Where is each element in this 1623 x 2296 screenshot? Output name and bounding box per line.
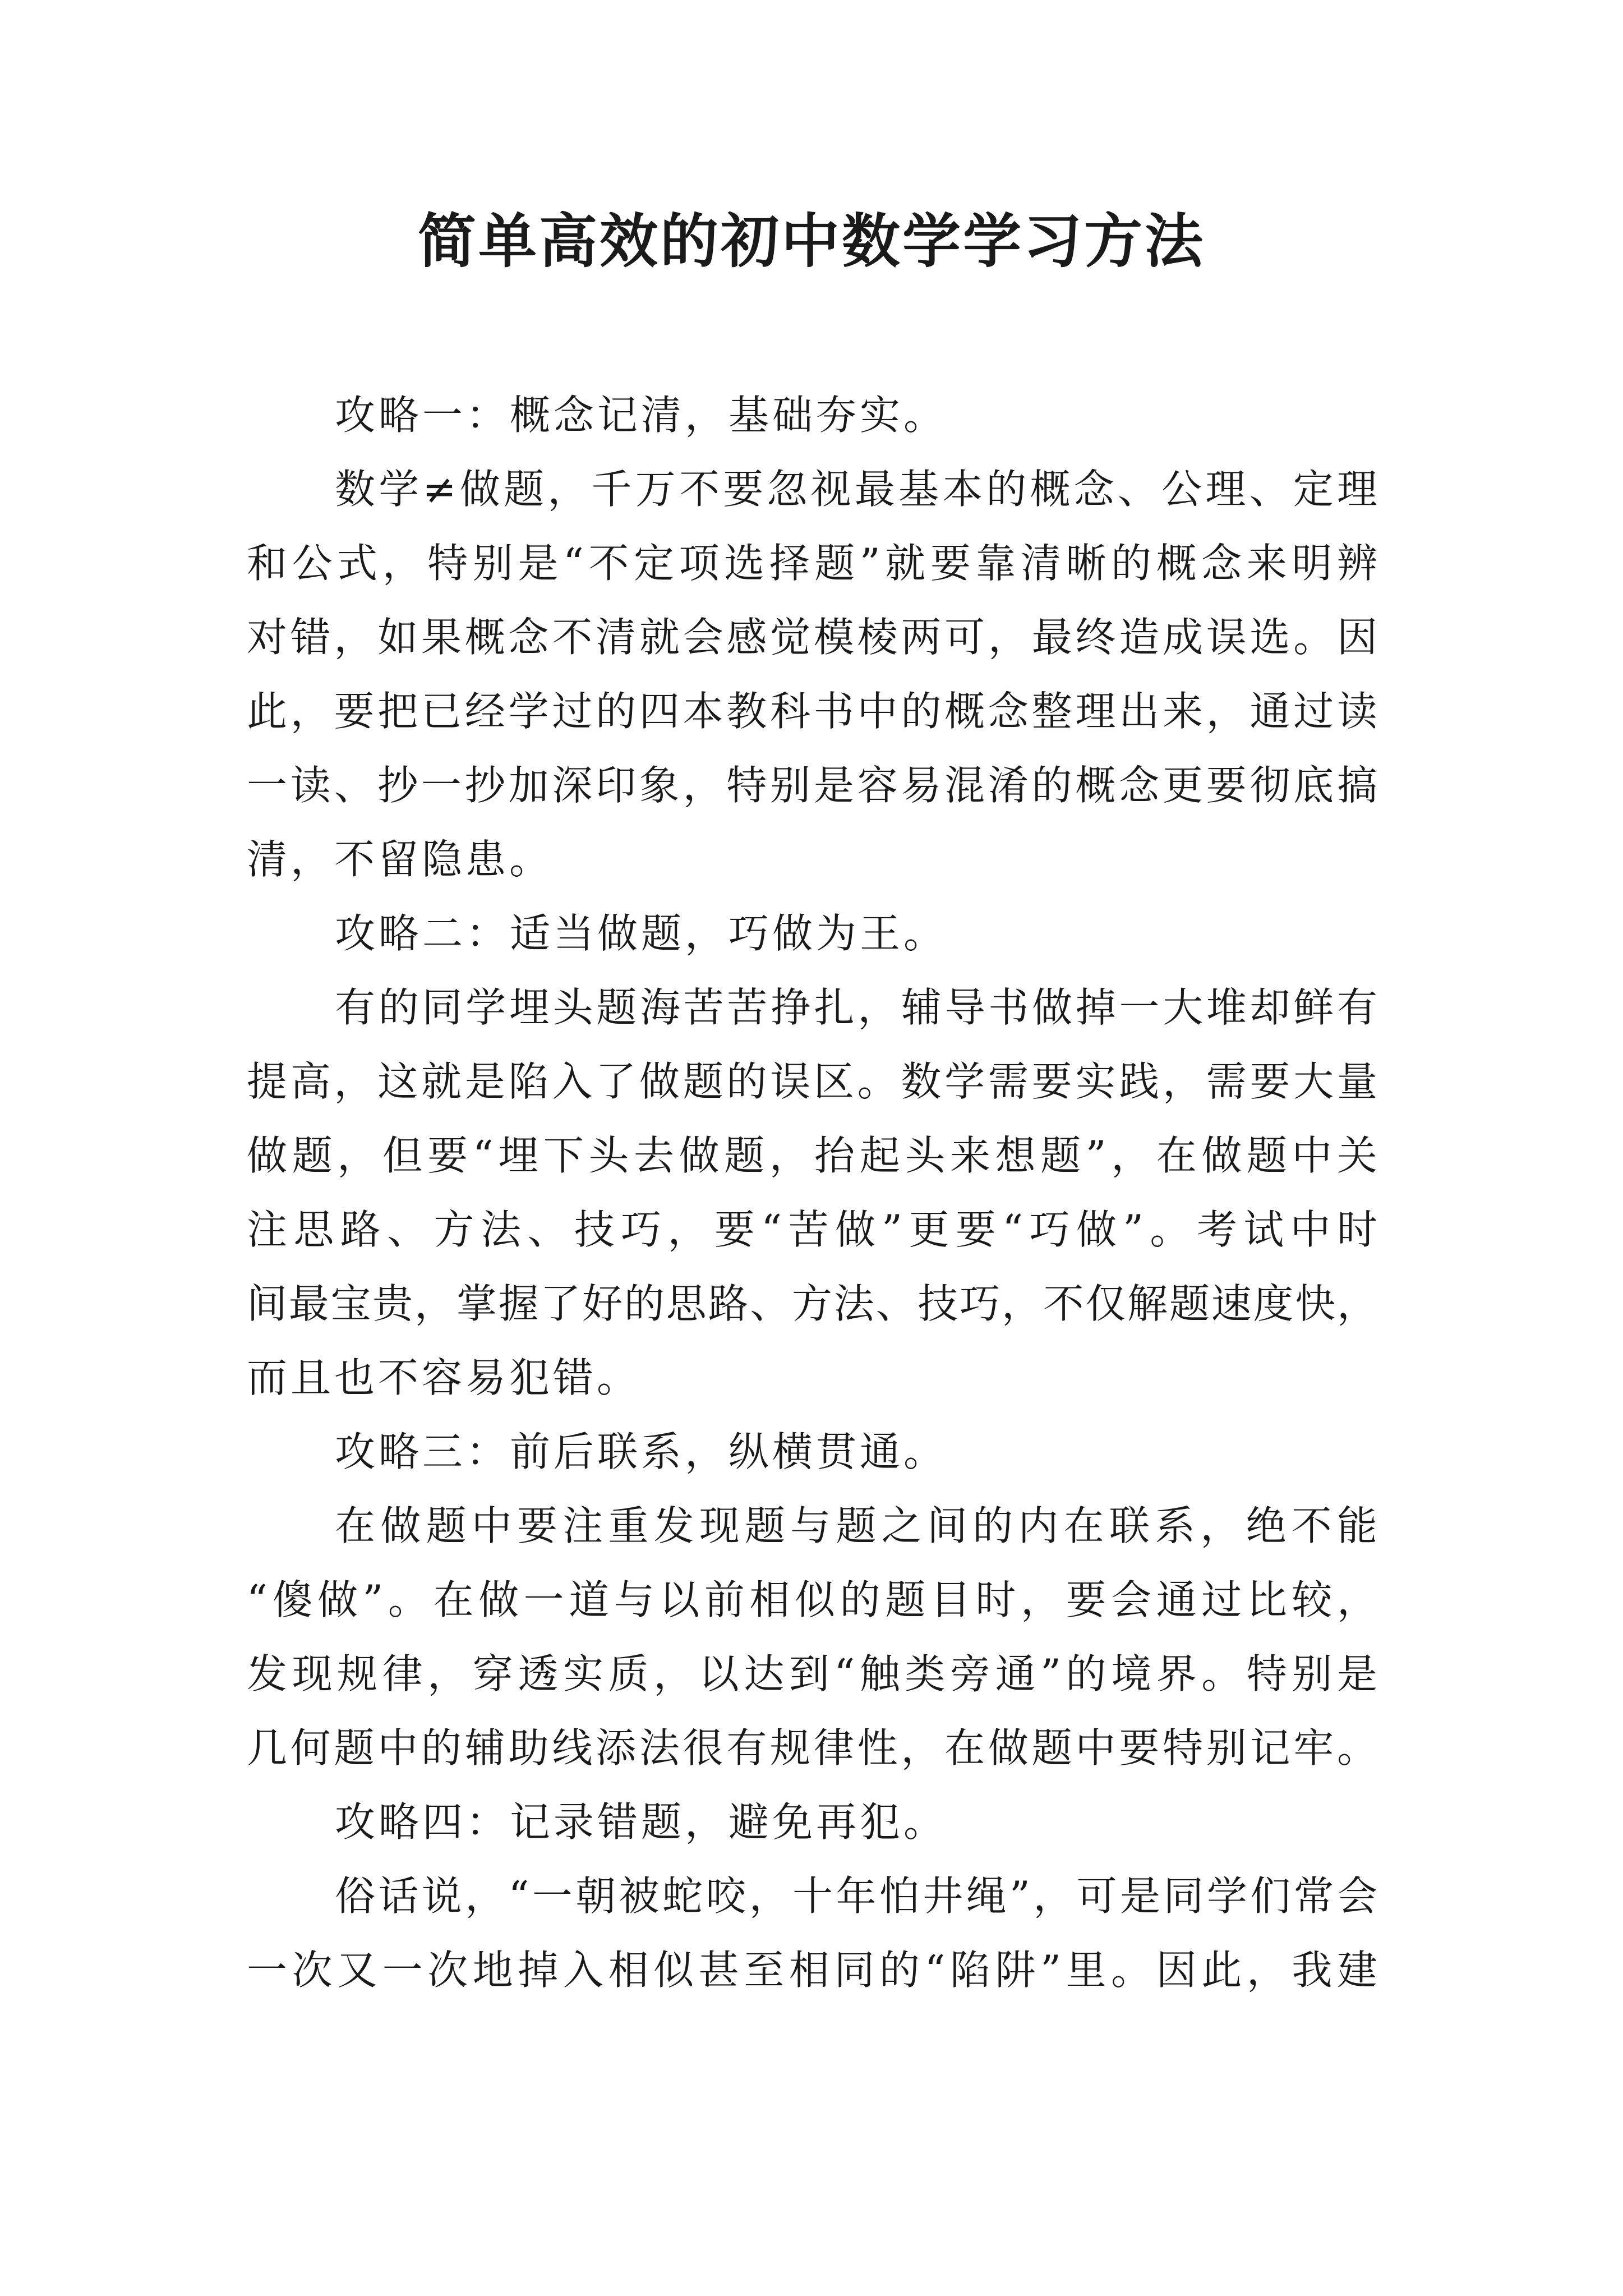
paragraph-line: 一次又一次地掉入相似甚至相同的“陷阱”里。因此，我建	[247, 1947, 1377, 1994]
document-title: 简单高效的初中数学学习方法	[417, 206, 1205, 275]
paragraph-line: 此，要把已经学过的四本教科书中的概念整理出来，通过读	[247, 688, 1377, 735]
paragraph-line: 俗话说，“一朝被蛇咬，十年怕井绳”，可是同学们常会	[335, 1872, 1377, 1920]
paragraph-line: 有的同学埋头题海苦苦挣扎，辅导书做掉一大堆却鲜有	[335, 984, 1377, 1031]
paragraph-line: 在做题中要注重发现题与题之间的内在联系，绝不能	[335, 1502, 1377, 1549]
paragraph-line: “傻做”。在做一道与以前相似的题目时，要会通过比较，	[247, 1576, 1377, 1623]
paragraph-line: 提高，这就是陷入了做题的误区。数学需要实践，需要大量	[247, 1058, 1377, 1105]
paragraph-line: 注思路、方法、技巧，要“苦做”更要“巧做”。考试中时	[247, 1206, 1377, 1253]
paragraph-line: 对错，如果概念不清就会感觉模棱两可，最终造成误选。因	[247, 614, 1377, 661]
paragraph-line: 而且也不容易犯错。	[247, 1354, 641, 1401]
paragraph-line: 和公式，特别是“不定项选择题”就要靠清晰的概念来明辨	[247, 540, 1377, 587]
paragraph-line: 发现规律，穿透实质，以达到“触类旁通”的境界。特别是	[247, 1650, 1377, 1697]
paragraph-line: 做题，但要“埋下头去做题，抬起头来想题”，在做题中关	[247, 1132, 1377, 1179]
section-heading-3: 攻略三：前后联系，纵横贯通。	[335, 1428, 948, 1475]
paragraph-line: 几何题中的辅助线添法很有规律性，在做题中要特别记牢。	[247, 1724, 1377, 1772]
paragraph-line: 清，不留隐患。	[247, 836, 554, 883]
section-heading-2: 攻略二：适当做题，巧做为王。	[335, 910, 948, 957]
section-heading-1: 攻略一：概念记清，基础夯实。	[335, 392, 948, 439]
paragraph-line: 数学≠做题，千万不要忽视最基本的概念、公理、定理	[335, 466, 1377, 513]
section-heading-4: 攻略四：记录错题，避免再犯。	[335, 1798, 948, 1846]
paragraph-line: 一读、抄一抄加深印象，特别是容易混淆的概念更要彻底搞	[247, 762, 1377, 809]
paragraph-line: 间最宝贵，掌握了好的思路、方法、技巧，不仅解题速度快，	[247, 1280, 1377, 1327]
